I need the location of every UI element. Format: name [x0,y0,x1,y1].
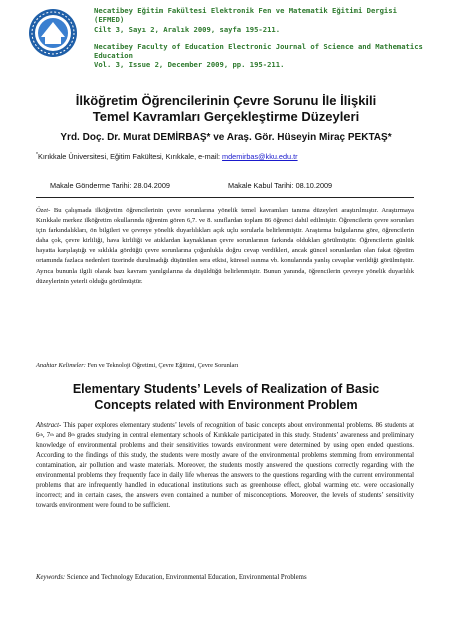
email-link[interactable]: mdemirbas@kku.edu.tr [222,152,298,161]
keywords-tr-text: Fen ve Teknoloji Öğretimi, Çevre Eğitimi, Çevre Sorunları [85,362,239,369]
journal-title-en: Necatibey Faculty of Education Electronic Journal of Science and Mathematics Education [94,41,423,61]
abstract-tr-label: Özet- [36,207,51,214]
paper-title-english [20,381,432,413]
paper-title [20,93,432,125]
authors: Yrd. Doç. Dr. Murat DEMİRBAŞ* ve Araş. Gör. Hüseyin Miraç PEKTAŞ* [60,132,392,143]
paper-title-line-1: İlköğretim Öğrencilerinin Çevre Sorunu İle İlişkili [75,93,377,108]
acceptance-date: Makale Kabul Tarihi: 08.10.2009 [228,181,333,190]
journal-header [28,6,428,82]
header-divider [36,197,414,198]
journal-volume-tr: Cilt 3, Sayı 2, Aralık 2009, sayfa 195-211. [94,24,281,34]
keywords-turkish [36,361,414,370]
keywords-en-text: Science and Technology Education, Environmental Education, Environmental Problems [65,574,307,581]
abstract-en-part-2: , 7 [42,432,51,440]
keywords-english [36,573,414,582]
affiliation-text: Kırıkkale Üniversitesi, Eğitim Fakültesi, Kırıkkale, e-mail: [37,152,223,161]
ordinal-8th: th [71,432,75,438]
abstract-en-part-4: grades studying in central elementary schools of Kırıkkale participated in this study. Students’ awareness and preliminary knowledge of environmental problems and their sensitivities towards environment were determined by using open ended questions. According to the findings of this study, the students were mostly aware of the environmental problems stemming from environmental contamination, air pollution and waste materials. Moreover, the students mostly answered the questions correctly regarding with the environmental problems they frequently face in daily life whereas the answers to the questions regarding with the current environmental problems that are infrequently handled in educational institutions such as greenhouse effect, global warming etc. were occasionally incorrect; and in certain cases, the answers even contained a number of misconceptions. Moreover, the levels of students’ sensitivity towards environment were found to be sufficient. [36,432,414,510]
journal-title-tr: Necatibey Eğitim Fakültesi Elektronik Fen ve Matematik Eğitimi Dergisi (EFMED) [94,6,397,25]
affiliation-mark: * [36,152,38,158]
paper-title-en-line-1: Elementary Students’ Levels of Realization of Basic [72,382,380,396]
keywords-en-label: Keywords: [36,574,66,581]
journal-volume-en: Vol. 3, Issue 2, December 2009, pp. 195-211. [94,60,285,70]
ordinal-7th: th [50,432,54,438]
abstract-english [36,421,414,511]
journal-info [94,6,424,70]
submission-date: Makale Gönderme Tarihi: 28.04.2009 [50,181,170,190]
journal-logo-icon [28,8,78,58]
keywords-tr-label: Anahtar Kelimeler: [36,362,86,369]
abstract-en-part-3: and 8 [53,432,72,440]
abstract-turkish [36,206,414,287]
abstract-en-part-1: This paper explores elementary students’ levels of recognition of basic concepts about environmental problems. 86 students at 6 [36,422,414,440]
ordinal-6th: th [39,432,43,438]
abstract-tr-text: Bu çalışmada ilköğretim öğrencilerinin çevre sorunlarına yönelik temel kavramları tanıma düzeyleri araştırılmıştır. Araştırmaya Kırıkkale merkez ilköğretim okullarında öğrenim gören 6,7. ve 8. sınıflardan toplam 86 öğrenci dahil edilmiştir. Öğrencilerin çevre sorunları için farkındalıkları, ön bilgileri ve çevreye yönelik duyarlılıkları açık uçlu sorularla belirlenmiştir. Araştırma bulgularına göre, öğrencilerin daha çok, çevre kirliliği, hava kirliliği ve atıklardan kaynaklanan çevre sorunlarının farkında oldukları görülmüştür. Öğrencilerin günlük hayatta karşılaştığı ve sıklıkla gördüğü çevre sorunlarına çoğunlukla doğru cevap verdikleri, ancak güncel sorunlardan olan fakat öğretim ortamında fazlaca nedenleri üzerinde durulmadığı düşünülen sera etkisi, küresel ısınma vb. konularında yanlış cevaplar verildiği görülmüştür. Ayrıca bununla ilgili olarak bazı kavram yanılgılarına da düşüldüğü belirlenmiştir. Bunun yanında, öğrencilerin çevreye yönelik duyarlılık düzeylerinin yeterli olduğu görülmüştür. [36,207,414,285]
article-dates [50,181,390,191]
paper-title-line-2: Temel Kavramları Gerçekleştirme Düzeyleri [92,109,360,124]
abstract-en-label: Abstract- [36,422,62,429]
affiliation [36,152,436,162]
paper-title-en-line-2: Concepts related with Environment Problem [94,398,358,412]
